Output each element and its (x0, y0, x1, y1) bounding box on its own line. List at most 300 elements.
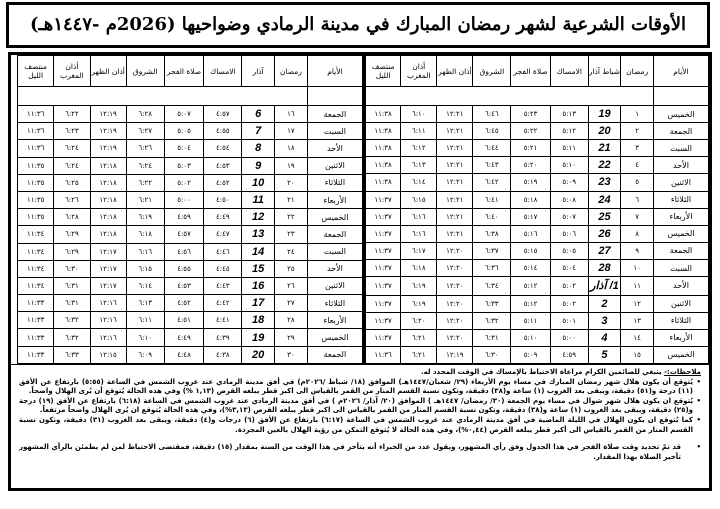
cell-day: الجمعة (653, 242, 708, 259)
cell-dhuhr: ١٢:١٨ (90, 226, 126, 243)
cell-ramadan-day: ١ (621, 106, 654, 123)
cell-fajr: ٥:٠٥ (164, 123, 204, 140)
cell-day: الجمعة (307, 226, 362, 243)
cell-sunrise: ٦:٤٣ (473, 157, 511, 174)
cell-ramadan-day: ٢٥ (275, 260, 308, 277)
cell-dhuhr: ١٢:٢١ (437, 106, 473, 123)
cell-fajr: ٤:٥٧ (164, 226, 204, 243)
cell-date: 11 (242, 191, 275, 208)
cell-maghrib: ٦:٣٠ (54, 260, 90, 277)
cell-maghrib: ٦:٢٩ (54, 243, 90, 260)
cell-midnight: ١١:٣٣ (18, 329, 54, 346)
cell-imsak: ٥:٠٤ (550, 259, 588, 276)
cell-day: الجمعة (307, 346, 362, 363)
table-row (18, 277, 363, 294)
cell-date: 19 (242, 329, 275, 346)
cell-ramadan-day: ٨ (621, 225, 654, 242)
cell-ramadan-day: ٣ (621, 140, 654, 157)
cell-dhuhr: ١٢:١٦ (90, 329, 126, 346)
table-row (18, 346, 363, 363)
cell-imsak: ٤:٣٨ (204, 346, 242, 363)
cell-dhuhr: ١٢:١٩ (90, 140, 126, 157)
cell-imsak: ٤:٤٦ (204, 243, 242, 260)
cell-date: 18 (242, 312, 275, 329)
cell-sunrise: ٦:٤٢ (473, 174, 511, 191)
cell-sunrise: ٦:٤٥ (473, 123, 511, 140)
cell-sunrise: ٦:٢١ (126, 191, 164, 208)
cell-dhuhr: ١٢:١٨ (90, 191, 126, 208)
cell-ramadan-day: ٤ (621, 157, 654, 174)
cell-imsak: ٤:٥٧ (204, 106, 242, 123)
cell-maghrib: ٦:٣٢ (54, 329, 90, 346)
cell-midnight: ١١:٣٥ (18, 174, 54, 191)
cell-day: الجمعة (653, 123, 708, 140)
cell-imsak: ٥:١٢ (550, 123, 588, 140)
cell-maghrib: ٦:٢٩ (54, 226, 90, 243)
cell-day: الأربعاء (653, 208, 708, 225)
cell-dhuhr: ١٢:١٨ (90, 157, 126, 174)
cell-date: 9 (242, 157, 275, 174)
column-header-dhuhr: أذان الظهر (90, 56, 126, 87)
cell-imsak: ٤:٤٢ (204, 295, 242, 312)
cell-dhuhr: ١٢:١٩ (90, 123, 126, 140)
cell-sunrise: ٦:٢٨ (126, 106, 164, 123)
cell-sunrise: ٦:٣٧ (473, 242, 511, 259)
cell-fajr: ٥:١٥ (511, 242, 551, 259)
cell-fajr: ٤:٥٣ (164, 277, 204, 294)
cell-ramadan-day: ٢٧ (275, 295, 308, 312)
cell-ramadan-day: ٢١ (275, 191, 308, 208)
cell-day: السبت (307, 123, 362, 140)
cell-fajr: ٤:٤٨ (164, 346, 204, 363)
cell-date: 28 (588, 259, 621, 276)
cell-ramadan-day: ٢٠ (275, 174, 308, 191)
cell-midnight: ١١:٣٧ (365, 277, 401, 295)
cell-day: الاثنين (653, 174, 708, 191)
cell-fajr: ٥:١٩ (511, 174, 551, 191)
cell-day: الأحد (653, 277, 708, 295)
table-row (365, 259, 709, 276)
cell-day: الخميس (307, 329, 362, 346)
cell-midnight: ١١:٣٣ (18, 312, 54, 329)
cell-sunrise: ٦:٢٢ (126, 174, 164, 191)
cell-midnight: ١١:٣٦ (18, 106, 54, 123)
cell-maghrib: ٦:٢٣ (54, 123, 90, 140)
cell-dhuhr: ١٢:٢١ (437, 157, 473, 174)
cell-imsak: ٥:١٣ (550, 106, 588, 123)
cell-sunrise: ٦:٤٤ (473, 140, 511, 157)
note-previous-night-crescent: • كما يُتوقع ان يكون الهلال في الليلة الماضية في أفق مدينة الرمادي عند غروب الشمس في الساعة (٦:١٧) بارتفاع عن الأفق (٦) درجات و(٤) دقيقة، ويبقى بعد الغروب (٣١) دقيقة، وتكون نسبة القسم المنار من القمر بالقياس الى أكبر قطر يبلغه القرص (٠,٤٤%)، وفي هذه الحالة لا يُتوقع التمكن من رؤية الهلال بالعين المجردة. (19, 416, 693, 435)
table-row (365, 242, 709, 259)
note-ramadan-crescent: • يُتوقع أن يكون هلال شهر رمضان المبارك في مساء يوم الأربعاء (٢٩/ شعبان/١٤٤٧هـ) الموافق (١٨/ شباط /٢٠٢٦م) في أفق مدينة الرمادي عند غروب الشمس في الساعة (٥:٥٥) بارتفاع عن الأفق (١١) درجة و(٥١) دقيقة، ويبقى بعد الغروب (١) ساعة و(٣٨) دقيقة، وتكون نسبة القسم المنار من القمر بالقياس الى اكبر قطر يبلغه القرص (١,١٣ %) وفي هذه الحالة يُتوقع أن يُرى الهلال واضحاً. (19, 378, 693, 397)
cell-dhuhr: ١٢:٢٠ (437, 277, 473, 295)
cell-date: 10 (242, 174, 275, 191)
cell-maghrib: ٦:٢٠ (401, 312, 437, 329)
cell-sunrise: ٦:٣٤ (473, 277, 511, 295)
cell-maghrib: ٦:١١ (401, 123, 437, 140)
cell-midnight: ١١:٣٦ (365, 346, 401, 363)
cell-dhuhr: ١٢:١٦ (90, 295, 126, 312)
cell-imsak: ٤:٤٧ (204, 226, 242, 243)
cell-fajr: ٥:٠٧ (164, 106, 204, 123)
cell-date: 23 (588, 174, 621, 191)
notes-intro-text: ينبغي للصائمين الكرام مراعاة الاحتياط بالإمساك في الوقت المحدد له. (421, 368, 665, 376)
cell-dhuhr: ١٢:٢٠ (437, 242, 473, 259)
cell-imsak: ٤:٤٩ (204, 209, 242, 226)
column-header-date: آذار (242, 56, 275, 87)
cell-sunrise: ٦:٣٣ (473, 295, 511, 312)
cell-ramadan-day: ٢ (621, 123, 654, 140)
cell-day: الأربعاء (307, 191, 362, 208)
cell-maghrib: ٦:٣١ (54, 295, 90, 312)
cell-midnight: ١١:٣٨ (365, 174, 401, 191)
header-row (365, 56, 709, 87)
cell-date: 13 (242, 226, 275, 243)
cell-date: 21 (588, 140, 621, 157)
cell-fajr: ٥:١٢ (511, 295, 551, 312)
cell-ramadan-day: ٢٤ (275, 243, 308, 260)
cell-maghrib: ٦:٢٤ (54, 140, 90, 157)
cell-dhuhr: ١٢:٢١ (437, 225, 473, 242)
cell-fajr: ٤:٥١ (164, 312, 204, 329)
cell-date: 16 (242, 277, 275, 294)
cell-dhuhr: ١٢:٢٠ (437, 259, 473, 276)
table-row (18, 312, 363, 329)
cell-midnight: ١١:٣٥ (18, 157, 54, 174)
cell-imsak: ٤:٤٣ (204, 277, 242, 294)
cell-imsak: ٥:٠٢ (550, 295, 588, 312)
cell-imsak: ٥:٠٧ (550, 208, 588, 225)
cell-maghrib: ٦:٢٨ (54, 209, 90, 226)
cell-maghrib: ٦:١٧ (401, 242, 437, 259)
cell-sunrise: ٦:٢٧ (126, 123, 164, 140)
cell-day: الجمعة (307, 106, 362, 123)
cell-fajr: ٥:٢٢ (511, 123, 551, 140)
cell-ramadan-day: ٥ (621, 174, 654, 191)
cell-sunrise: ٦:١٥ (126, 260, 164, 277)
cell-midnight: ١١:٣٤ (18, 226, 54, 243)
cell-fajr: ٥:٠٠ (164, 191, 204, 208)
cell-dhuhr: ١٢:١٧ (90, 243, 126, 260)
cell-day: الاثنين (653, 295, 708, 312)
cell-date: 7 (242, 123, 275, 140)
cell-maghrib: ٦:١٤ (401, 174, 437, 191)
cell-midnight: ١١:٣٨ (365, 123, 401, 140)
cell-fajr: ٥:٠٢ (164, 174, 204, 191)
table-row (365, 157, 709, 174)
cell-date: 27 (588, 242, 621, 259)
cell-midnight: ١١:٣٨ (365, 140, 401, 157)
cell-maghrib: ٦:١٦ (401, 208, 437, 225)
cell-ramadan-day: ١٩ (275, 157, 308, 174)
table-row (18, 140, 363, 157)
cell-date: 22 (588, 157, 621, 174)
cell-dhuhr: ١٢:١٧ (90, 260, 126, 277)
timetable-days-16-30 (17, 55, 363, 364)
cell-dhuhr: ١٢:١٦ (90, 312, 126, 329)
cell-imsak: ٤:٥٤ (204, 140, 242, 157)
table-row (365, 174, 709, 191)
table-row (18, 329, 363, 346)
cell-date: 20 (242, 346, 275, 363)
cell-fajr: ٥:١٦ (511, 225, 551, 242)
cell-midnight: ١١:٣٤ (18, 277, 54, 294)
column-header-fajr: صلاة الفجر (511, 56, 551, 87)
table-row (18, 174, 363, 191)
cell-fajr: ٥:١٠ (511, 329, 551, 346)
cell-sunrise: ٦:٣٠ (473, 346, 511, 363)
cell-ramadan-day: ٩ (621, 242, 654, 259)
cell-date: 24 (588, 191, 621, 208)
cell-date: 20 (588, 123, 621, 140)
cell-maghrib: ٦:٢٦ (54, 191, 90, 208)
cell-ramadan-day: ٢٨ (275, 312, 308, 329)
cell-maghrib: ٦:١٢ (401, 140, 437, 157)
cell-midnight: ١١:٣٧ (365, 191, 401, 208)
cell-imsak: ٤:٤٥ (204, 260, 242, 277)
cell-midnight: ١١:٣٧ (365, 208, 401, 225)
cell-midnight: ١١:٣٤ (18, 243, 54, 260)
cell-imsak: ٤:٥٢ (204, 174, 242, 191)
table-row (365, 106, 709, 123)
table-row (18, 209, 363, 226)
notes-label: ملاحظات:- (664, 368, 701, 376)
cell-maghrib: ٦:٢٤ (54, 157, 90, 174)
notes-list (19, 378, 701, 463)
cell-imsak: ٤:٥٣ (204, 157, 242, 174)
cell-dhuhr: ١٢:٢١ (437, 191, 473, 208)
column-header-ramadan-day: رمضان (275, 56, 308, 87)
table-row (365, 312, 709, 329)
cell-maghrib: ٦:٣٢ (54, 312, 90, 329)
cell-sunrise: ٦:١٦ (126, 243, 164, 260)
column-header-midnight: منتصف الليل (365, 56, 401, 87)
cell-imsak: ٥:٠٨ (550, 191, 588, 208)
cell-date: 5 (588, 346, 621, 363)
cell-fajr: ٥:٢٠ (511, 157, 551, 174)
cell-midnight: ١١:٣٧ (365, 225, 401, 242)
blank-row (18, 87, 363, 106)
table-row (18, 157, 363, 174)
cell-imsak: ٥:١١ (550, 140, 588, 157)
cell-day: الأحد (653, 157, 708, 174)
cell-dhuhr: ١٢:٢٠ (437, 295, 473, 312)
cell-midnight: ١١:٣٦ (18, 140, 54, 157)
cell-fajr: ٤:٥٥ (164, 260, 204, 277)
cell-day: الأربعاء (307, 312, 362, 329)
cell-sunrise: ٦:٣٦ (473, 259, 511, 276)
cell-maghrib: ٦:١٠ (401, 106, 437, 123)
cell-imsak: ٥:١٠ (550, 157, 588, 174)
cell-date: 4 (588, 329, 621, 346)
cell-day: الثلاثاء (653, 312, 708, 329)
cell-date: 25 (588, 208, 621, 225)
cell-dhuhr: ١٢:٢٠ (437, 312, 473, 329)
cell-dhuhr: ١٢:١٩ (437, 346, 473, 363)
cell-ramadan-day: ١٢ (621, 295, 654, 312)
cell-fajr: ٥:٠٩ (511, 346, 551, 363)
table-row (18, 106, 363, 123)
column-header-day: الأيام (653, 56, 708, 87)
cell-midnight: ١١:٣٣ (18, 346, 54, 363)
cell-midnight: ١١:٣٧ (365, 312, 401, 329)
cell-ramadan-day: ١٧ (275, 123, 308, 140)
cell-imsak: ٥:٠٠ (550, 329, 588, 346)
timetable-days-1-15 (363, 55, 709, 364)
table-row (365, 295, 709, 312)
column-header-date: شباط آذار (588, 56, 621, 87)
table-row (18, 191, 363, 208)
cell-day: الاثنين (307, 157, 362, 174)
cell-fajr: ٥:٢١ (511, 140, 551, 157)
cell-day: السبت (307, 243, 362, 260)
cell-dhuhr: ١٢:٢١ (437, 140, 473, 157)
cell-day: السبت (653, 259, 708, 276)
cell-midnight: ١١:٣٥ (18, 209, 54, 226)
cell-sunrise: ٦:٣١ (473, 329, 511, 346)
cell-sunrise: ٦:٤٠ (473, 208, 511, 225)
cell-midnight: ١١:٣٤ (18, 260, 54, 277)
cell-date: 6 (242, 106, 275, 123)
cell-ramadan-day: ٢٢ (275, 209, 308, 226)
cell-imsak: ٤:٤١ (204, 312, 242, 329)
cell-fajr: ٥:٠٤ (164, 140, 204, 157)
cell-day: الأحد (307, 140, 362, 157)
cell-fajr: ٤:٥٩ (164, 209, 204, 226)
cell-dhuhr: ١٢:٢١ (437, 174, 473, 191)
cell-date: 8 (242, 140, 275, 157)
blank-row (365, 87, 709, 106)
cell-sunrise: ٦:١١ (126, 312, 164, 329)
cell-midnight: ١١:٣٧ (365, 242, 401, 259)
cell-day: الثلاثاء (653, 191, 708, 208)
cell-ramadan-day: ١٤ (621, 329, 654, 346)
cell-sunrise: ٦:٤٦ (473, 106, 511, 123)
cell-day: السبت (653, 140, 708, 157)
cell-maghrib: ٦:١٩ (401, 295, 437, 312)
cell-sunrise: ٦:١٩ (126, 209, 164, 226)
table-row (365, 140, 709, 157)
table-row (365, 277, 709, 295)
cell-midnight: ١١:٣٦ (18, 123, 54, 140)
column-header-imsak: الامساك (550, 56, 588, 87)
cell-imsak: ٥:٠١ (550, 312, 588, 329)
cell-ramadan-day: ٧ (621, 208, 654, 225)
cell-maghrib: ٦:٣٣ (54, 346, 90, 363)
cell-sunrise: ٦:١٣ (126, 295, 164, 312)
cell-maghrib: ٦:٢١ (401, 346, 437, 363)
column-header-ramadan-day: رمضان (621, 56, 654, 87)
table-row (18, 226, 363, 243)
cell-ramadan-day: ٦ (621, 191, 654, 208)
column-header-dhuhr: أذان الظهر (437, 56, 473, 87)
cell-sunrise: ٦:٢٦ (126, 140, 164, 157)
table-row (365, 346, 709, 363)
cell-day: الثلاثاء (307, 295, 362, 312)
cell-sunrise: ٦:٣٨ (473, 225, 511, 242)
cell-ramadan-day: ١٥ (621, 346, 654, 363)
cell-date: 12 (242, 209, 275, 226)
cell-fajr: ٤:٤٩ (164, 329, 204, 346)
cell-dhuhr: ١٢:١٩ (90, 106, 126, 123)
cell-fajr: ٤:٥٢ (164, 295, 204, 312)
column-header-maghrib: أذان المغرب (401, 56, 437, 87)
cell-imsak: ٥:٠٩ (550, 174, 588, 191)
cell-dhuhr: ١٢:١٥ (90, 346, 126, 363)
cell-maghrib: ٦:٢٥ (54, 174, 90, 191)
cell-date: 19 (588, 106, 621, 123)
cell-fajr: ٥:١٤ (511, 259, 551, 276)
cell-fajr: ٥:٠٣ (164, 157, 204, 174)
column-header-day: الأيام (307, 56, 362, 87)
table-row (365, 225, 709, 242)
table-row (365, 123, 709, 140)
timetable (8, 52, 712, 364)
cell-day: الثلاثاء (307, 174, 362, 191)
column-header-imsak: الامساك (204, 56, 242, 87)
cell-dhuhr: ١٢:٢١ (437, 123, 473, 140)
cell-day: الخميس (307, 209, 362, 226)
cell-day: الخميس (653, 106, 708, 123)
cell-maghrib: ٦:٢١ (401, 329, 437, 346)
table-row (18, 260, 363, 277)
note-fajr-caution: • قد تمّ تحديد وقت صلاة الفجر في هذا الجدول وفق رأي المشهور، ويقول عدد من الخبراء أنه يتأخر في هذا الوقت من السنة بمقدار (١٥) دقيقة، فمقتضى الاحتياط لمن لم يطمئن بالرأي المشهور تأخير الصلاة بهذا المقدار. (19, 443, 693, 462)
cell-ramadan-day: ٢٩ (275, 329, 308, 346)
column-header-fajr: صلاة الفجر (164, 56, 204, 87)
page-title: الأوقات الشرعية لشهر رمضان المبارك في مدينة الرمادي وضواحيها (2026م -١٤٤٧هـ) (6, 2, 710, 48)
cell-imsak: ٤:٥٥ (204, 123, 242, 140)
cell-imsak: ٥:٠٦ (550, 225, 588, 242)
table-row (365, 191, 709, 208)
cell-dhuhr: ١٢:٢٠ (437, 329, 473, 346)
column-header-midnight: منتصف الليل (18, 56, 54, 87)
cell-ramadan-day: ١٨ (275, 140, 308, 157)
cell-sunrise: ٦:٠٩ (126, 346, 164, 363)
cell-sunrise: ٦:٢٤ (126, 157, 164, 174)
cell-fajr: ٥:٢٣ (511, 106, 551, 123)
cell-fajr: ٥:١٢ (511, 277, 551, 295)
cell-day: الخميس (653, 346, 708, 363)
cell-ramadan-day: ٣٠ (275, 346, 308, 363)
cell-date: 15 (242, 260, 275, 277)
cell-imsak: ٥:٠٢ (550, 277, 588, 295)
cell-midnight: ١١:٣٨ (365, 157, 401, 174)
cell-ramadan-day: ١٠ (621, 259, 654, 276)
cell-imsak: ٥:٠٥ (550, 242, 588, 259)
cell-sunrise: ٦:١٨ (126, 226, 164, 243)
notes-intro (19, 368, 701, 378)
cell-date: 14 (242, 243, 275, 260)
cell-day: الخميس (653, 225, 708, 242)
cell-dhuhr: ١٢:١٧ (90, 277, 126, 294)
cell-maghrib: ٦:١٥ (401, 191, 437, 208)
cell-sunrise: ٦:١٤ (126, 277, 164, 294)
cell-ramadan-day: ١٣ (621, 312, 654, 329)
cell-date: 26 (588, 225, 621, 242)
cell-dhuhr: ١٢:١٨ (90, 174, 126, 191)
column-header-sunrise: الشروق (126, 56, 164, 87)
header-row (18, 56, 363, 87)
cell-day: الأحد (307, 260, 362, 277)
cell-midnight: ١١:٣٥ (18, 191, 54, 208)
cell-imsak: ٤:٥٠ (204, 191, 242, 208)
table-row (18, 243, 363, 260)
column-header-sunrise: الشروق (473, 56, 511, 87)
cell-fajr: ٥:١١ (511, 312, 551, 329)
notes-section (8, 364, 712, 491)
cell-dhuhr: ١٢:٢١ (437, 208, 473, 225)
cell-ramadan-day: ١٦ (275, 106, 308, 123)
